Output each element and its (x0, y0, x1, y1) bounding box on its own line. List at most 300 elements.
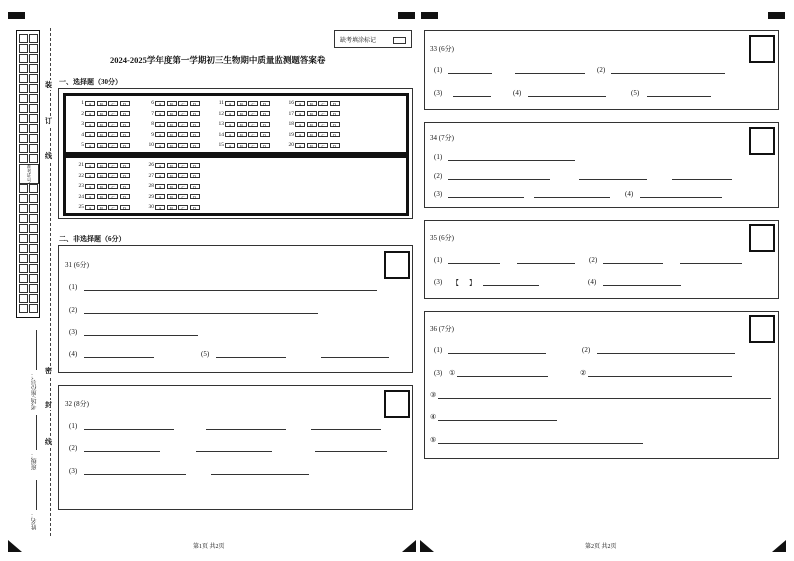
id-digit-cell[interactable] (29, 244, 38, 253)
option-bubble[interactable]: B (167, 111, 177, 116)
answer-line[interactable] (611, 73, 725, 74)
score-box (749, 127, 775, 155)
id-digit-cell[interactable] (29, 274, 38, 283)
id-digit-cell[interactable] (19, 124, 28, 133)
answer-line[interactable] (528, 96, 606, 97)
choice-question-14 (214, 132, 271, 138)
answer-label: (5) (631, 89, 640, 97)
option-bubble[interactable]: B (307, 101, 317, 106)
answer-line[interactable] (84, 357, 154, 358)
option-bubble[interactable]: C (108, 205, 118, 210)
question-number: 25 (78, 204, 84, 210)
option-bubble[interactable]: C (318, 122, 328, 127)
option-bubble[interactable]: D (190, 163, 200, 168)
id-digit-cell[interactable] (19, 64, 28, 73)
id-digit-cell[interactable] (19, 264, 28, 273)
choice-question-20 (284, 142, 341, 148)
option-bubble[interactable]: D (190, 122, 200, 127)
answer-line[interactable] (483, 285, 539, 286)
id-digit-cell[interactable] (19, 114, 28, 123)
answer-line[interactable] (647, 96, 711, 97)
option-bubble[interactable]: C (178, 143, 188, 148)
option-bubble[interactable]: A (85, 143, 95, 148)
id-digit-cell[interactable] (19, 74, 28, 83)
id-digit-cell[interactable] (29, 114, 38, 123)
choice-question-17 (284, 111, 341, 117)
option-bubble[interactable]: A (85, 101, 95, 106)
question-title: 33 (6分) (430, 45, 454, 53)
answer-label: ③ (430, 391, 437, 399)
option-bubble[interactable]: A (85, 205, 95, 210)
option-bubble[interactable]: C (108, 143, 118, 148)
option-bubble[interactable]: D (260, 143, 270, 148)
corner-triangle (8, 540, 22, 552)
id-digit-cell[interactable] (19, 44, 28, 53)
option-bubble[interactable]: A (85, 184, 95, 189)
id-digit-cell[interactable] (29, 124, 38, 133)
option-bubble[interactable]: C (108, 122, 118, 127)
option-bubble[interactable]: B (237, 101, 247, 106)
answer-label: (3) (434, 278, 443, 286)
option-bubble[interactable]: C (108, 184, 118, 189)
option-bubble[interactable]: C (248, 101, 258, 106)
id-label-char: 号 (26, 177, 32, 183)
id-digit-cell[interactable] (29, 154, 38, 163)
option-bubble[interactable]: C (248, 111, 258, 116)
answer-label: (3) (69, 328, 78, 336)
question-number: 26 (148, 162, 154, 168)
answer-line[interactable] (321, 357, 389, 358)
option-bubble[interactable]: C (318, 101, 328, 106)
option-bubble[interactable]: B (167, 173, 177, 178)
question-number: 16 (288, 100, 294, 106)
answer-line[interactable] (680, 263, 742, 264)
answer-line[interactable] (515, 73, 585, 74)
answer-line[interactable] (84, 335, 198, 336)
option-bubble[interactable]: A (225, 101, 235, 106)
option-bubble[interactable]: D (330, 143, 340, 148)
option-bubble[interactable]: C (248, 122, 258, 127)
absent-mark-checkbox[interactable] (393, 37, 406, 44)
choice-question-19 (284, 132, 341, 138)
option-bubble[interactable]: A (155, 143, 165, 148)
answer-line[interactable] (438, 420, 557, 421)
absent-mark-label: 缺考填涂标记 (340, 38, 377, 44)
answer-line[interactable] (534, 197, 610, 198)
option-bubble[interactable]: D (190, 173, 200, 178)
question-title: 31 (6分) (65, 261, 89, 269)
option-bubble[interactable]: D (190, 101, 200, 106)
option-bubble[interactable]: C (108, 111, 118, 116)
option-bubble[interactable]: D (190, 194, 200, 199)
answer-label: (2) (597, 66, 606, 74)
option-bubble[interactable]: A (295, 143, 305, 148)
option-bubble[interactable]: D (190, 184, 200, 189)
option-bubble[interactable]: B (97, 122, 107, 127)
option-bubble[interactable]: D (120, 184, 130, 189)
binding-char: 装 (45, 81, 52, 89)
option-bubble[interactable]: A (295, 101, 305, 106)
option-bubble[interactable]: B (167, 194, 177, 199)
answer-line[interactable] (672, 179, 732, 180)
option-bubble[interactable]: C (318, 143, 328, 148)
choice-question-24 (74, 194, 131, 200)
answer-line[interactable] (315, 451, 387, 452)
id-digit-cell[interactable] (19, 204, 28, 213)
choice-question-29 (144, 194, 201, 200)
option-bubble[interactable]: B (97, 205, 107, 210)
option-bubble[interactable]: B (97, 111, 107, 116)
answer-line[interactable] (603, 285, 681, 286)
id-digit-cell[interactable] (19, 144, 28, 153)
id-digit-cell[interactable] (19, 54, 28, 63)
choice-question-12 (214, 111, 271, 117)
id-digit-cell[interactable] (19, 134, 28, 143)
option-bubble[interactable]: A (155, 205, 165, 210)
id-digit-cell[interactable] (19, 244, 28, 253)
option-bubble[interactable]: A (85, 163, 95, 168)
question-35-area (424, 220, 779, 299)
option-bubble[interactable]: D (330, 132, 340, 137)
option-bubble[interactable]: A (155, 184, 165, 189)
option-bubble[interactable]: B (97, 184, 107, 189)
id-digit-cell[interactable] (29, 294, 38, 303)
option-bubble[interactable]: B (97, 194, 107, 199)
score-box (749, 35, 775, 63)
answer-label: (3) (434, 190, 443, 198)
question-36-area (424, 311, 779, 459)
answer-line[interactable] (438, 398, 771, 399)
score-box (384, 390, 410, 418)
answer-label: (3) (434, 89, 443, 97)
answer-line[interactable] (206, 429, 286, 430)
class-label: 班级： (32, 452, 38, 470)
id-digit-cell[interactable] (29, 74, 38, 83)
answer-line[interactable] (448, 179, 550, 180)
option-bubble[interactable]: D (120, 205, 130, 210)
option-bubble[interactable]: C (108, 132, 118, 137)
id-digit-cell[interactable] (29, 34, 38, 43)
option-bubble[interactable]: B (97, 101, 107, 106)
answer-line[interactable] (196, 451, 272, 452)
question-33-area (424, 30, 779, 110)
option-bubble[interactable]: C (108, 101, 118, 106)
answer-label: (1) (69, 422, 78, 430)
id-label (19, 164, 39, 184)
answer-label: (1) (434, 346, 443, 354)
question-title: 32 (8分) (65, 400, 89, 408)
answer-line[interactable] (448, 197, 524, 198)
option-bubble[interactable]: B (97, 173, 107, 178)
id-digit-cell[interactable] (19, 254, 28, 263)
question-31-area (58, 245, 413, 373)
corner-mark (421, 12, 438, 19)
option-bubble[interactable]: D (120, 122, 130, 127)
id-digit-cell[interactable] (29, 44, 38, 53)
question-number: 3 (81, 121, 84, 127)
option-bubble[interactable]: D (190, 132, 200, 137)
choice-question-21 (74, 162, 131, 168)
score-box (749, 224, 775, 252)
option-bubble[interactable]: B (237, 111, 247, 116)
section-multiple-choice: 一、选择题（30分） (59, 78, 122, 86)
option-bubble[interactable]: D (120, 132, 130, 137)
question-title: 34 (7分) (430, 134, 454, 142)
id-digit-cell[interactable] (29, 204, 38, 213)
option-bubble[interactable]: A (155, 122, 165, 127)
option-bubble[interactable]: B (237, 132, 247, 137)
answer-label: (2) (582, 346, 591, 354)
id-digit-cell[interactable] (19, 84, 28, 93)
id-digit-cell[interactable] (29, 304, 38, 313)
option-bubble[interactable]: D (190, 143, 200, 148)
answer-line[interactable] (457, 376, 548, 377)
answer-label: (4) (588, 278, 597, 286)
question-number: 30 (148, 204, 154, 210)
answer-line[interactable] (211, 474, 309, 475)
id-digit-cell[interactable] (29, 194, 38, 203)
option-bubble[interactable]: B (307, 132, 317, 137)
option-bubble[interactable]: D (190, 205, 200, 210)
option-bubble[interactable]: D (120, 163, 130, 168)
id-digit-cell[interactable] (29, 54, 38, 63)
id-digit-cell[interactable] (19, 104, 28, 113)
option-bubble[interactable]: D (330, 122, 340, 127)
question-number: 6 (151, 100, 154, 106)
answer-label: (4) (513, 89, 522, 97)
option-bubble[interactable]: C (178, 132, 188, 137)
option-bubble[interactable]: A (225, 122, 235, 127)
option-bubble[interactable]: A (85, 111, 95, 116)
answer-line[interactable] (448, 353, 546, 354)
answer-line[interactable] (216, 357, 286, 358)
choice-question-28 (144, 183, 201, 189)
option-bubble[interactable]: A (155, 194, 165, 199)
option-bubble[interactable]: C (248, 143, 258, 148)
option-bubble[interactable]: A (85, 132, 95, 137)
score-box (384, 251, 410, 279)
id-digit-cell[interactable] (29, 134, 38, 143)
question-number: 11 (218, 100, 224, 106)
option-bubble[interactable]: B (97, 132, 107, 137)
option-bubble[interactable]: B (167, 163, 177, 168)
answer-label: (2) (69, 444, 78, 452)
option-bubble[interactable]: D (330, 111, 340, 116)
option-bubble[interactable]: B (237, 143, 247, 148)
option-bubble[interactable]: B (97, 143, 107, 148)
id-digit-cell[interactable] (29, 224, 38, 233)
option-bubble[interactable]: B (167, 132, 177, 137)
id-digit-cell[interactable] (19, 294, 28, 303)
option-bubble[interactable]: C (248, 132, 258, 137)
option-bubble[interactable]: A (295, 122, 305, 127)
answer-line[interactable] (448, 263, 500, 264)
option-bubble[interactable]: C (178, 194, 188, 199)
answer-line[interactable] (84, 313, 318, 314)
option-bubble[interactable]: D (330, 101, 340, 106)
answer-line[interactable] (84, 290, 377, 291)
answer-line[interactable] (597, 353, 735, 354)
option-bubble[interactable]: B (97, 163, 107, 168)
id-digit-cell[interactable] (19, 284, 28, 293)
option-bubble[interactable]: A (225, 143, 235, 148)
corner-mark (8, 12, 25, 19)
binding-char: 封 (45, 401, 52, 409)
option-bubble[interactable]: A (295, 132, 305, 137)
answer-line[interactable] (84, 429, 174, 430)
absent-mark-box (334, 30, 412, 48)
option-bubble[interactable]: A (155, 132, 165, 137)
option-bubble[interactable]: C (318, 132, 328, 137)
option-bubble[interactable]: D (260, 122, 270, 127)
answer-line[interactable] (448, 73, 492, 74)
question-title: 35 (6分) (430, 234, 454, 242)
option-bubble[interactable]: B (307, 143, 317, 148)
id-digit-cell[interactable] (29, 104, 38, 113)
answer-label: (3) (69, 467, 78, 475)
question-number: 10 (148, 142, 154, 148)
page-footer-left: 第1页 共2页 (193, 544, 225, 550)
answer-line[interactable] (448, 160, 575, 161)
option-bubble[interactable]: B (237, 122, 247, 127)
id-digit-cell[interactable] (29, 284, 38, 293)
option-bubble[interactable]: D (120, 173, 130, 178)
answer-line[interactable] (579, 179, 647, 180)
choice-question-8 (144, 121, 201, 127)
option-bubble[interactable]: D (260, 101, 270, 106)
answer-line[interactable] (438, 443, 643, 444)
id-digit-cell[interactable] (29, 184, 38, 193)
option-bubble[interactable]: A (155, 111, 165, 116)
option-bubble[interactable]: D (120, 143, 130, 148)
question-number: 24 (78, 193, 84, 200)
bracket-open: 【 (452, 279, 459, 287)
option-bubble[interactable]: B (307, 111, 317, 116)
choice-question-11 (214, 100, 271, 106)
option-bubble[interactable]: A (85, 122, 95, 127)
choice-question-13 (214, 121, 271, 127)
answer-line[interactable] (603, 263, 663, 264)
option-bubble[interactable]: B (167, 143, 177, 148)
option-bubble[interactable]: B (167, 205, 177, 210)
question-number: 19 (288, 131, 294, 138)
name-label: 姓名： (32, 512, 38, 530)
id-digit-cell[interactable] (19, 94, 28, 103)
id-digit-cell[interactable] (29, 234, 38, 243)
answer-line[interactable] (517, 263, 575, 264)
option-bubble[interactable]: C (108, 163, 118, 168)
id-digit-cell[interactable] (19, 224, 28, 233)
option-bubble[interactable]: C (178, 122, 188, 127)
option-bubble[interactable]: D (260, 132, 270, 137)
id-digit-cell[interactable] (19, 34, 28, 43)
answer-label: (1) (434, 66, 443, 74)
option-bubble[interactable]: A (85, 173, 95, 178)
option-bubble[interactable]: A (225, 132, 235, 137)
choice-question-9 (144, 132, 201, 138)
id-digit-cell[interactable] (29, 264, 38, 273)
answer-label: ② (580, 369, 587, 377)
option-bubble[interactable]: B (167, 122, 177, 127)
question-number: 28 (148, 183, 154, 189)
id-digit-cell[interactable] (29, 144, 38, 153)
question-number: 18 (288, 121, 294, 127)
option-bubble[interactable]: A (155, 101, 165, 106)
id-digit-cell[interactable] (19, 184, 28, 193)
answer-line[interactable] (84, 451, 160, 452)
option-bubble[interactable]: A (225, 111, 235, 116)
question-number: 15 (218, 142, 224, 148)
option-bubble[interactable]: C (178, 111, 188, 116)
option-bubble[interactable]: C (178, 184, 188, 189)
multiple-choice-area (58, 88, 413, 219)
id-digit-cell[interactable] (19, 214, 28, 223)
score-box (749, 315, 775, 343)
choice-question-5 (74, 142, 131, 148)
student-id-grid (16, 30, 40, 318)
answer-label: ⑤ (430, 436, 437, 444)
id-digit-cell[interactable] (29, 84, 38, 93)
question-number: 27 (148, 172, 154, 179)
option-bubble[interactable]: C (108, 194, 118, 199)
question-34-area (424, 122, 779, 208)
answer-label: ① (449, 369, 456, 377)
choice-question-2 (74, 111, 131, 117)
question-number: 14 (218, 131, 224, 138)
answer-line[interactable] (588, 376, 732, 377)
option-bubble[interactable]: D (190, 111, 200, 116)
option-bubble[interactable]: C (178, 101, 188, 106)
option-bubble[interactable]: D (260, 111, 270, 116)
option-bubble[interactable]: D (120, 101, 130, 106)
option-bubble[interactable]: C (178, 173, 188, 178)
option-bubble[interactable]: A (85, 194, 95, 199)
id-digit-cell[interactable] (19, 304, 28, 313)
id-digit-cell[interactable] (29, 94, 38, 103)
choice-question-30 (144, 204, 201, 210)
option-bubble[interactable]: D (120, 194, 130, 199)
option-bubble[interactable]: C (178, 205, 188, 210)
question-number: 7 (151, 110, 154, 117)
bracket-close: 】 (469, 279, 476, 287)
option-bubble[interactable]: C (318, 111, 328, 116)
id-digit-cell[interactable] (19, 234, 28, 243)
id-digit-cell[interactable] (19, 274, 28, 283)
seat-number-label: 考场/座位号： (32, 372, 38, 410)
id-digit-cell[interactable] (19, 194, 28, 203)
option-bubble[interactable]: C (108, 173, 118, 178)
corner-triangle (772, 540, 786, 552)
corner-triangle (420, 540, 434, 552)
answer-line[interactable] (453, 96, 491, 97)
answer-line[interactable] (84, 474, 186, 475)
option-bubble[interactable]: D (120, 111, 130, 116)
option-bubble[interactable]: B (307, 122, 317, 127)
id-digit-cell[interactable] (19, 154, 28, 163)
answer-line[interactable] (640, 197, 722, 198)
option-bubble[interactable]: C (178, 163, 188, 168)
id-digit-cell[interactable] (29, 64, 38, 73)
option-bubble[interactable]: A (155, 173, 165, 178)
id-digit-cell[interactable] (29, 214, 38, 223)
answer-line[interactable] (311, 429, 381, 430)
option-bubble[interactable]: A (295, 111, 305, 116)
id-digit-cell[interactable] (29, 254, 38, 263)
option-bubble[interactable]: B (167, 101, 177, 106)
option-bubble[interactable]: B (167, 184, 177, 189)
page-footer-right: 第2页 共2页 (585, 544, 617, 550)
option-bubble[interactable]: A (155, 163, 165, 168)
